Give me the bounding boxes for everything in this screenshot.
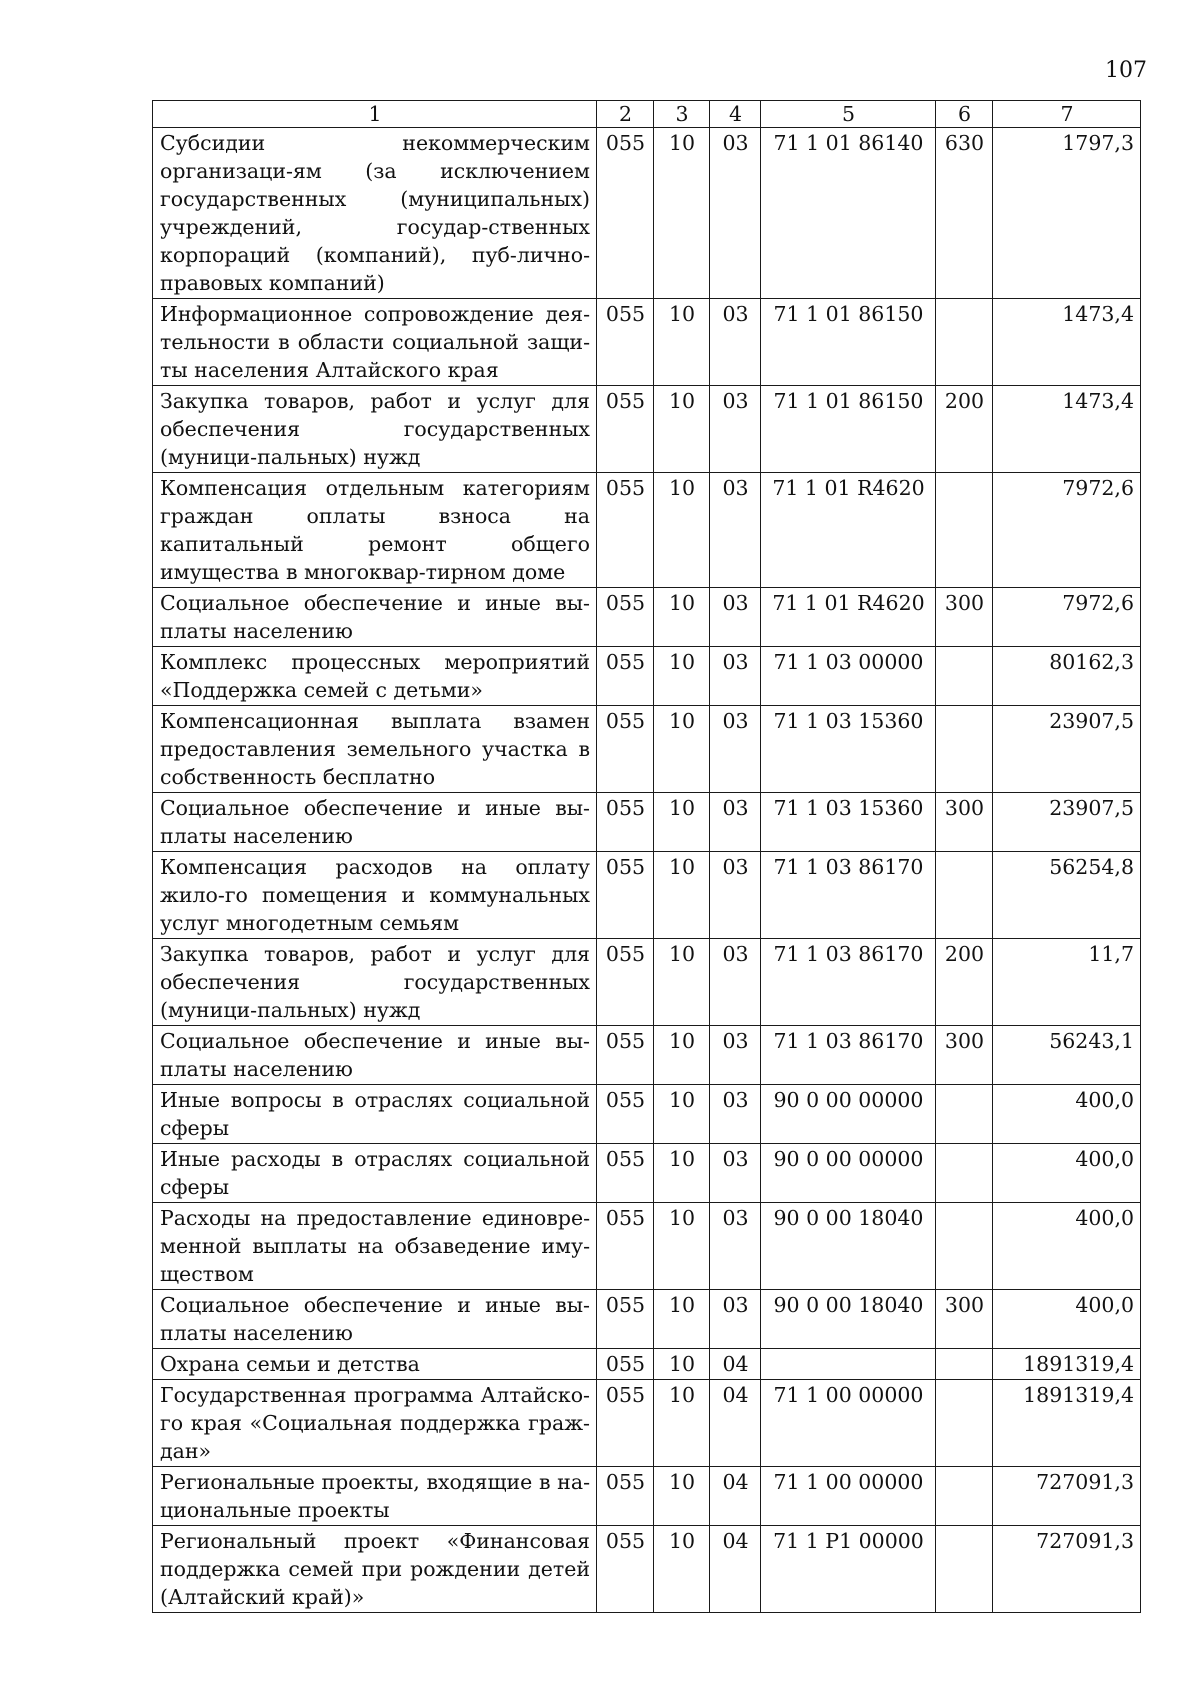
expense-type-code: 200 (936, 386, 993, 473)
ministry-code: 055 (597, 1144, 654, 1203)
item-name: Комплекс процессных мероприятий «Поддержка семей с детьми» (153, 647, 597, 706)
item-name: Социальное обеспечение и иные вы-платы населению (153, 1290, 597, 1349)
item-name: Субсидии некоммерческим организаци-ям (за исключением государственных (муниципальных) учреждений, государ-ственных корпораций (компаний), пуб-лично-правовых компаний) (153, 128, 597, 299)
section-code: 10 (654, 1349, 710, 1380)
amount: 1473,4 (993, 386, 1141, 473)
table-row (153, 1085, 1141, 1144)
section-code: 10 (654, 588, 710, 647)
amount: 1473,4 (993, 299, 1141, 386)
target-article-code: 71 1 01 R4620 (761, 588, 936, 647)
amount: 400,0 (993, 1290, 1141, 1349)
subsection-code: 03 (710, 647, 761, 706)
item-name: Социальное обеспечение и иные вы-платы населению (153, 793, 597, 852)
section-code: 10 (654, 939, 710, 1026)
section-code: 10 (654, 1026, 710, 1085)
section-code: 10 (654, 1467, 710, 1526)
subsection-code: 04 (710, 1349, 761, 1380)
ministry-code: 055 (597, 1526, 654, 1613)
table-row (153, 128, 1141, 299)
item-name: Расходы на предоставление единовре-менной выплаты на обзаведение иму-ществом (153, 1203, 597, 1290)
ministry-code: 055 (597, 1026, 654, 1085)
ministry-code: 055 (597, 706, 654, 793)
table-row (153, 1349, 1141, 1380)
target-article-code: 71 1 00 00000 (761, 1380, 936, 1467)
section-code: 10 (654, 473, 710, 588)
amount: 7972,6 (993, 588, 1141, 647)
item-name: Региональные проекты, входящие в на-циональные проекты (153, 1467, 597, 1526)
subsection-code: 03 (710, 386, 761, 473)
ministry-code: 055 (597, 386, 654, 473)
subsection-code: 03 (710, 939, 761, 1026)
amount: 1891319,4 (993, 1380, 1141, 1467)
target-article-code: 90 0 00 00000 (761, 1085, 936, 1144)
ministry-code: 055 (597, 473, 654, 588)
section-code: 10 (654, 1203, 710, 1290)
expense-type-code (936, 1085, 993, 1144)
subsection-code: 03 (710, 1144, 761, 1203)
item-name: Государственная программа Алтайско-го края «Социальная поддержка граж-дан» (153, 1380, 597, 1467)
target-article-code: 71 1 03 15360 (761, 706, 936, 793)
expense-type-code: 200 (936, 939, 993, 1026)
ministry-code: 055 (597, 128, 654, 299)
item-name: Информационное сопровождение дея-тельности в области социальной защи-ты населения Алтайского края (153, 299, 597, 386)
target-article-code: 71 1 01 86150 (761, 299, 936, 386)
table-row (153, 1526, 1141, 1613)
expense-type-code (936, 647, 993, 706)
subsection-code: 03 (710, 793, 761, 852)
table-row (153, 299, 1141, 386)
table-row (153, 1467, 1141, 1526)
table-row (153, 852, 1141, 939)
target-article-code: 90 0 00 18040 (761, 1290, 936, 1349)
section-code: 10 (654, 647, 710, 706)
item-name: Охрана семьи и детства (153, 1349, 597, 1380)
expense-type-code (936, 1380, 993, 1467)
target-article-code: 71 1 01 86150 (761, 386, 936, 473)
subsection-code: 03 (710, 1085, 761, 1144)
target-article-code: 71 1 03 15360 (761, 793, 936, 852)
target-article-code (761, 1349, 936, 1380)
section-code: 10 (654, 1380, 710, 1467)
expense-type-code (936, 706, 993, 793)
item-name: Региональный проект «Финансовая поддержка семей при рождении детей (Алтайский край)» (153, 1526, 597, 1613)
item-name: Социальное обеспечение и иные вы-платы населению (153, 1026, 597, 1085)
subsection-code: 03 (710, 128, 761, 299)
ministry-code: 055 (597, 588, 654, 647)
ministry-code: 055 (597, 1085, 654, 1144)
subsection-code: 03 (710, 1026, 761, 1085)
item-name: Иные вопросы в отраслях социальной сферы (153, 1085, 597, 1144)
expense-type-code (936, 852, 993, 939)
amount: 23907,5 (993, 793, 1141, 852)
section-code: 10 (654, 1290, 710, 1349)
table-body (153, 128, 1141, 1613)
item-name: Социальное обеспечение и иные вы-платы населению (153, 588, 597, 647)
ministry-code: 055 (597, 1467, 654, 1526)
target-article-code: 71 1 03 86170 (761, 852, 936, 939)
section-code: 10 (654, 386, 710, 473)
item-name: Компенсационная выплата взамен предоставления земельного участка в собственность бесплатно (153, 706, 597, 793)
page-number: 107 (1105, 58, 1147, 83)
amount: 7972,6 (993, 473, 1141, 588)
ministry-code: 055 (597, 1203, 654, 1290)
table-row (153, 1203, 1141, 1290)
ministry-code: 055 (597, 1290, 654, 1349)
amount: 56243,1 (993, 1026, 1141, 1085)
amount: 1797,3 (993, 128, 1141, 299)
ministry-code: 055 (597, 852, 654, 939)
table-row (153, 386, 1141, 473)
table-row (153, 1144, 1141, 1203)
table-row (153, 706, 1141, 793)
target-article-code: 90 0 00 18040 (761, 1203, 936, 1290)
subsection-code: 03 (710, 299, 761, 386)
target-article-code: 71 1 01 86140 (761, 128, 936, 299)
target-article-code: 71 1 P1 00000 (761, 1526, 936, 1613)
amount: 11,7 (993, 939, 1141, 1026)
table-row (153, 588, 1141, 647)
table-row (153, 1290, 1141, 1349)
target-article-code: 71 1 03 86170 (761, 939, 936, 1026)
ministry-code: 055 (597, 299, 654, 386)
subsection-code: 04 (710, 1380, 761, 1467)
subsection-code: 04 (710, 1526, 761, 1613)
item-name: Компенсация отдельным категориям граждан оплаты взноса на капитальный ремонт общего имущества в многоквар-тирном доме (153, 473, 597, 588)
expense-type-code: 300 (936, 1290, 993, 1349)
target-article-code: 71 1 03 86170 (761, 1026, 936, 1085)
section-code: 10 (654, 1085, 710, 1144)
table-row (153, 1026, 1141, 1085)
target-article-code: 71 1 03 00000 (761, 647, 936, 706)
header-col-4: 4 (710, 101, 761, 128)
subsection-code: 03 (710, 473, 761, 588)
amount: 727091,3 (993, 1467, 1141, 1526)
target-article-code: 90 0 00 00000 (761, 1144, 936, 1203)
section-code: 10 (654, 1526, 710, 1613)
subsection-code: 03 (710, 706, 761, 793)
expense-type-code: 300 (936, 1026, 993, 1085)
amount: 400,0 (993, 1144, 1141, 1203)
item-name: Закупка товаров, работ и услуг для обеспечения государственных (муници-пальных) нужд (153, 939, 597, 1026)
amount: 1891319,4 (993, 1349, 1141, 1380)
expense-type-code (936, 1526, 993, 1613)
expense-type-code: 300 (936, 793, 993, 852)
subsection-code: 04 (710, 1467, 761, 1526)
section-code: 10 (654, 1144, 710, 1203)
section-code: 10 (654, 128, 710, 299)
header-col-1: 1 (153, 101, 597, 128)
expense-type-code (936, 299, 993, 386)
expense-type-code (936, 473, 993, 588)
table-row (153, 473, 1141, 588)
subsection-code: 03 (710, 588, 761, 647)
amount: 400,0 (993, 1203, 1141, 1290)
ministry-code: 055 (597, 647, 654, 706)
header-row (153, 101, 1141, 128)
expense-type-code (936, 1203, 993, 1290)
section-code: 10 (654, 793, 710, 852)
table-row (153, 793, 1141, 852)
expense-type-code: 300 (936, 588, 993, 647)
amount: 80162,3 (993, 647, 1141, 706)
table-row (153, 939, 1141, 1026)
expense-type-code (936, 1144, 993, 1203)
budget-table (152, 100, 1141, 1613)
expense-type-code (936, 1349, 993, 1380)
header-col-7: 7 (993, 101, 1141, 128)
header-col-5: 5 (761, 101, 936, 128)
table-row (153, 647, 1141, 706)
expense-type-code: 630 (936, 128, 993, 299)
subsection-code: 03 (710, 1290, 761, 1349)
section-code: 10 (654, 299, 710, 386)
amount: 727091,3 (993, 1526, 1141, 1613)
ministry-code: 055 (597, 793, 654, 852)
amount: 23907,5 (993, 706, 1141, 793)
expense-type-code (936, 1467, 993, 1526)
item-name: Закупка товаров, работ и услуг для обеспечения государственных (муници-пальных) нужд (153, 386, 597, 473)
header-col-3: 3 (654, 101, 710, 128)
ministry-code: 055 (597, 939, 654, 1026)
amount: 56254,8 (993, 852, 1141, 939)
header-col-2: 2 (597, 101, 654, 128)
subsection-code: 03 (710, 852, 761, 939)
header-col-6: 6 (936, 101, 993, 128)
ministry-code: 055 (597, 1349, 654, 1380)
target-article-code: 71 1 01 R4620 (761, 473, 936, 588)
section-code: 10 (654, 852, 710, 939)
item-name: Компенсация расходов на оплату жило-го помещения и коммунальных услуг многодетным семьям (153, 852, 597, 939)
ministry-code: 055 (597, 1380, 654, 1467)
amount: 400,0 (993, 1085, 1141, 1144)
subsection-code: 03 (710, 1203, 761, 1290)
target-article-code: 71 1 00 00000 (761, 1467, 936, 1526)
item-name: Иные расходы в отраслях социальной сферы (153, 1144, 597, 1203)
section-code: 10 (654, 706, 710, 793)
table-row (153, 1380, 1141, 1467)
